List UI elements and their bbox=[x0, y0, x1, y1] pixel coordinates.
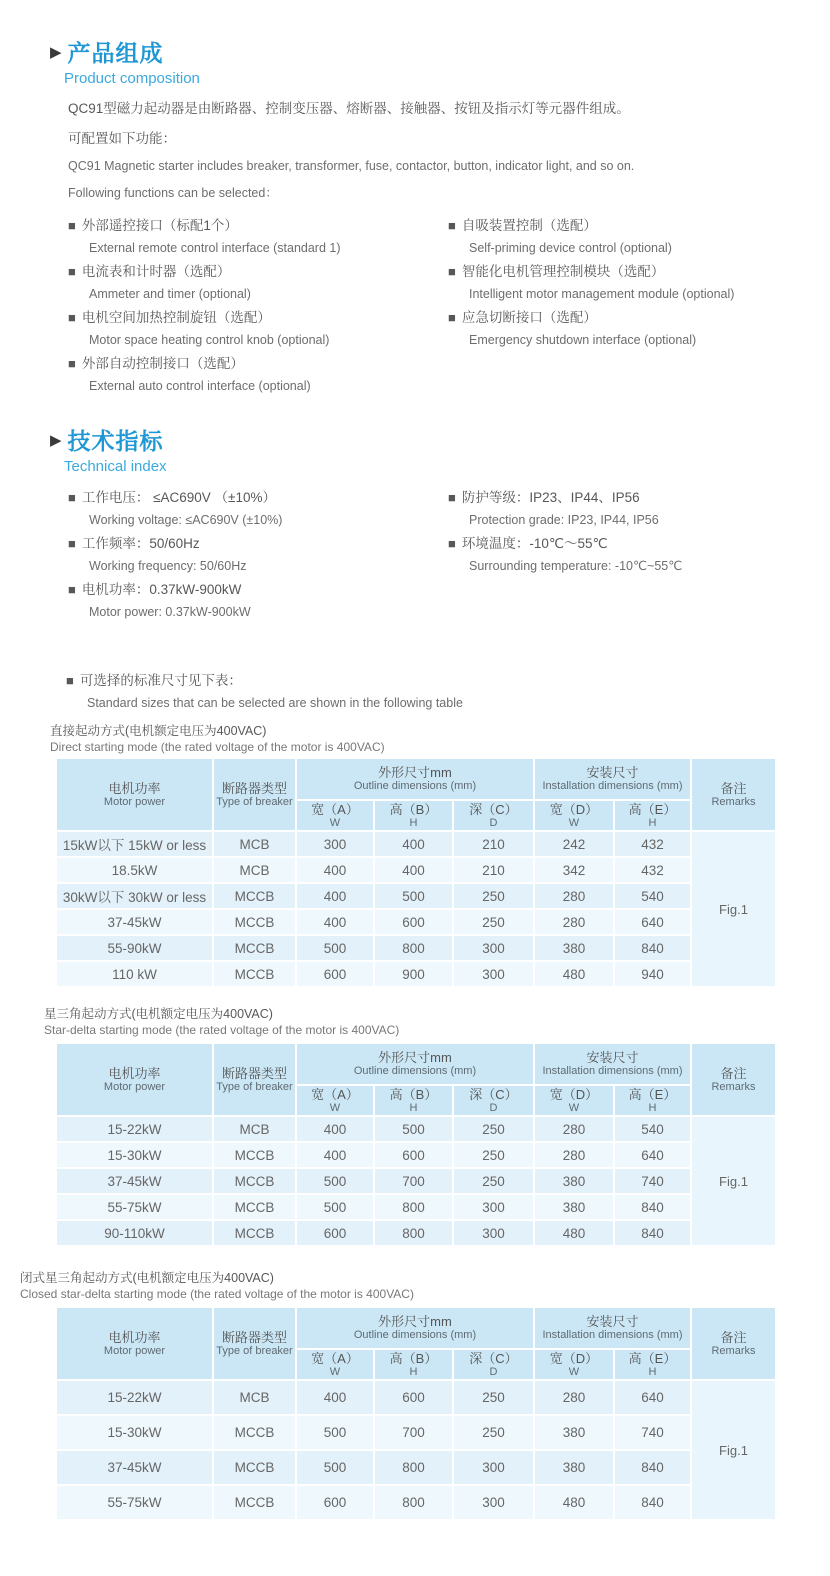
table-cell: 250 bbox=[453, 1415, 534, 1450]
spec-item bbox=[68, 535, 448, 574]
table-cell: 480 bbox=[534, 1220, 614, 1246]
table-cell: 840 bbox=[614, 1485, 691, 1520]
table-cell: MCCB bbox=[213, 1194, 296, 1220]
th-motor-power: 电机功率 Motor power bbox=[56, 1043, 213, 1116]
table-cell: 840 bbox=[614, 1194, 691, 1220]
table-row bbox=[56, 831, 776, 857]
table-row bbox=[56, 935, 776, 961]
table-cell: MCB bbox=[213, 1116, 296, 1142]
table-cell: MCB bbox=[213, 1380, 296, 1415]
spec-label-cn: 防护等级：IP23、IP44、IP56 bbox=[461, 490, 640, 505]
table-cell: 640 bbox=[614, 1380, 691, 1415]
table-cell: 500 bbox=[296, 935, 374, 961]
feature-label-en: Ammeter and timer (optional) bbox=[89, 287, 251, 301]
table-cell: 800 bbox=[374, 1220, 453, 1246]
table-cell: 940 bbox=[614, 961, 691, 987]
note-en: Standard sizes that can be selected are shown in the following table bbox=[87, 696, 463, 710]
table-cell: 110 kW bbox=[56, 961, 213, 987]
table-cell: 640 bbox=[614, 1142, 691, 1168]
spec-label-en: Working voltage: ≤AC690V (±10%) bbox=[89, 513, 283, 527]
table-cell: MCCB bbox=[213, 1220, 296, 1246]
th-height-e: 高（E） H bbox=[614, 1085, 691, 1116]
spec-item bbox=[448, 489, 778, 528]
th-outline-dimensions: 外形尺寸mm Outline dimensions (mm) bbox=[296, 1043, 534, 1085]
table-cell: 600 bbox=[374, 1380, 453, 1415]
table-cell: 300 bbox=[453, 1194, 534, 1220]
table-cell: 500 bbox=[296, 1415, 374, 1450]
spec-label-cn: 电机功率：0.37kW-900kW bbox=[81, 582, 242, 597]
table-cell: 700 bbox=[374, 1168, 453, 1194]
table-cell: 400 bbox=[296, 1380, 374, 1415]
bullet-square-icon: ■ bbox=[68, 490, 76, 505]
table-cell: 800 bbox=[374, 1485, 453, 1520]
bullet-square-icon: ■ bbox=[68, 264, 76, 279]
bullet-square-icon: ■ bbox=[68, 582, 76, 597]
table-cell: MCCB bbox=[213, 883, 296, 909]
th-depth-c: 深（C） D bbox=[453, 1085, 534, 1116]
feature-item bbox=[448, 263, 778, 302]
spec-column-left bbox=[68, 483, 448, 627]
table-cell: 500 bbox=[296, 1194, 374, 1220]
table-cell: 400 bbox=[296, 883, 374, 909]
standard-sizes-note bbox=[66, 666, 666, 718]
table-cell: 300 bbox=[453, 1220, 534, 1246]
table-cell: 432 bbox=[614, 831, 691, 857]
feature-column-left bbox=[68, 211, 448, 401]
table-remarks-cell: Fig.1 bbox=[691, 1116, 776, 1246]
table-cell: MCCB bbox=[213, 1142, 296, 1168]
intro-paragraph-cn2: 可配置如下功能： bbox=[68, 131, 176, 146]
table-cell: 380 bbox=[534, 1450, 614, 1485]
table-cell: 840 bbox=[614, 1450, 691, 1485]
table-cell: 480 bbox=[534, 961, 614, 987]
table-cell: 600 bbox=[296, 961, 374, 987]
table-cell: 400 bbox=[296, 857, 374, 883]
bullet-square-icon: ■ bbox=[448, 536, 456, 551]
th-breaker-type: 断路器类型 Type of breaker bbox=[213, 758, 296, 831]
table-cell: MCCB bbox=[213, 1450, 296, 1485]
feature-item bbox=[68, 355, 448, 394]
table-cell: MCCB bbox=[213, 909, 296, 935]
table-row bbox=[56, 1116, 776, 1142]
table-cell: 15-30kW bbox=[56, 1142, 213, 1168]
table2-caption bbox=[44, 1006, 399, 1038]
bullet-square-icon: ■ bbox=[68, 218, 76, 233]
table-cell: 740 bbox=[614, 1168, 691, 1194]
table-cell: 600 bbox=[374, 1142, 453, 1168]
table-cell: 400 bbox=[296, 1142, 374, 1168]
table-row bbox=[56, 1168, 776, 1194]
feature-label-cn: 外部自动控制接口（选配） bbox=[81, 356, 244, 371]
th-remarks: 备注 Remarks bbox=[691, 1043, 776, 1116]
table-cell: 18.5kW bbox=[56, 857, 213, 883]
table-cell: 600 bbox=[296, 1220, 374, 1246]
table-cell: 600 bbox=[374, 909, 453, 935]
table-row bbox=[56, 1380, 776, 1415]
section-header bbox=[50, 40, 790, 66]
table-cell: MCCB bbox=[213, 1485, 296, 1520]
intro-paragraph-en: QC91 Magnetic starter includes breaker, transformer, fuse, contactor, button, indicator light, and so on. bbox=[68, 159, 635, 173]
table-row bbox=[56, 1415, 776, 1450]
table-cell: 500 bbox=[374, 883, 453, 909]
feature-column-right bbox=[448, 211, 778, 401]
th-remarks: 备注 Remarks bbox=[691, 758, 776, 831]
table-cell: 700 bbox=[374, 1415, 453, 1450]
table-cell: 250 bbox=[453, 1142, 534, 1168]
feature-label-en: Intelligent motor management module (optional) bbox=[469, 287, 735, 301]
table-row bbox=[56, 1142, 776, 1168]
spec-column-right bbox=[448, 483, 778, 627]
star-delta-table bbox=[55, 1042, 777, 1247]
table-cell: 280 bbox=[534, 883, 614, 909]
table-cell: 280 bbox=[534, 1142, 614, 1168]
th-outline-dimensions: 外形尺寸mm Outline dimensions (mm) bbox=[296, 1307, 534, 1349]
table-row bbox=[56, 909, 776, 935]
spec-label-cn: 工作频率：50/60Hz bbox=[81, 536, 200, 551]
th-width-d: 宽（D） W bbox=[534, 1349, 614, 1380]
direct-starting-table bbox=[55, 757, 777, 988]
table-cell: 55-75kW bbox=[56, 1194, 213, 1220]
table3-caption bbox=[20, 1270, 414, 1302]
th-height-b: 高（B） H bbox=[374, 1349, 453, 1380]
table-cell: 55-90kW bbox=[56, 935, 213, 961]
table-cell: 480 bbox=[534, 1485, 614, 1520]
table-cell: 300 bbox=[296, 831, 374, 857]
table-cell: 600 bbox=[296, 1485, 374, 1520]
feature-label-cn: 智能化电机管理控制模块（选配） bbox=[461, 264, 665, 279]
feature-item bbox=[68, 263, 448, 302]
section-arrow-icon: ▶ bbox=[50, 44, 62, 61]
table-cell: 380 bbox=[534, 935, 614, 961]
feature-item bbox=[68, 217, 448, 256]
th-width-a: 宽（A） W bbox=[296, 800, 374, 831]
table-cell: 400 bbox=[296, 909, 374, 935]
spec-item bbox=[448, 535, 778, 574]
table-cell: 300 bbox=[453, 1450, 534, 1485]
table-cell: 380 bbox=[534, 1194, 614, 1220]
table-remarks-cell: Fig.1 bbox=[691, 1380, 776, 1520]
table-remarks-cell: Fig.1 bbox=[691, 831, 776, 987]
table-cell: 250 bbox=[453, 1116, 534, 1142]
table-cell: 280 bbox=[534, 909, 614, 935]
th-height-b: 高（B） H bbox=[374, 1085, 453, 1116]
table-cell: 250 bbox=[453, 909, 534, 935]
table-cell: 342 bbox=[534, 857, 614, 883]
table-cell: 500 bbox=[374, 1116, 453, 1142]
th-width-d: 宽（D） W bbox=[534, 800, 614, 831]
table-cell: 500 bbox=[296, 1168, 374, 1194]
section-arrow-icon: ▶ bbox=[50, 432, 62, 449]
feature-label-en: Self-priming device control (optional) bbox=[469, 241, 672, 255]
table-cell: MCCB bbox=[213, 1168, 296, 1194]
table-caption-en: Closed star-delta starting mode (the rated voltage of the motor is 400VAC) bbox=[20, 1287, 414, 1301]
bullet-square-icon: ■ bbox=[66, 673, 74, 688]
feature-label-cn: 外部遥控接口（标配1个） bbox=[81, 218, 238, 233]
spec-label-cn: 工作电压： ≤AC690V （±10%） bbox=[81, 490, 276, 505]
table-cell: 15-30kW bbox=[56, 1415, 213, 1450]
th-width-a: 宽（A） W bbox=[296, 1085, 374, 1116]
table-caption-cn: 闭式星三角起动方式(电机额定电压为400VAC) bbox=[20, 1271, 274, 1285]
bullet-square-icon: ■ bbox=[68, 310, 76, 325]
table-cell: 380 bbox=[534, 1168, 614, 1194]
table-cell: 37-45kW bbox=[56, 1450, 213, 1485]
section-title-cn: 产品组成 bbox=[67, 40, 164, 66]
table-cell: 540 bbox=[614, 883, 691, 909]
spec-label-en: Working frequency: 50/60Hz bbox=[89, 559, 247, 573]
table-caption-cn: 星三角起动方式(电机额定电压为400VAC) bbox=[44, 1007, 273, 1021]
feature-label-cn: 自吸装置控制（选配） bbox=[461, 218, 597, 233]
table-cell: 432 bbox=[614, 857, 691, 883]
th-depth-c: 深（C） D bbox=[453, 800, 534, 831]
table-cell: 840 bbox=[614, 935, 691, 961]
th-installation-dimensions: 安装尺寸 Installation dimensions (mm) bbox=[534, 1307, 691, 1349]
th-motor-power: 电机功率 Motor power bbox=[56, 1307, 213, 1380]
table-cell: 210 bbox=[453, 831, 534, 857]
feature-label-en: Emergency shutdown interface (optional) bbox=[469, 333, 697, 347]
bullet-square-icon: ■ bbox=[448, 218, 456, 233]
table-cell: 30kW以下 30kW or less bbox=[56, 883, 213, 909]
table-row bbox=[56, 883, 776, 909]
table-cell: 55-75kW bbox=[56, 1485, 213, 1520]
bullet-square-icon: ■ bbox=[68, 356, 76, 371]
spec-label-en: Motor power: 0.37kW-900kW bbox=[89, 605, 251, 619]
table-cell: 300 bbox=[453, 961, 534, 987]
table-row bbox=[56, 857, 776, 883]
table1-caption bbox=[50, 723, 385, 755]
table-row bbox=[56, 961, 776, 987]
note-cn: 可选择的标准尺寸见下表： bbox=[79, 673, 242, 688]
table-cell: 300 bbox=[453, 935, 534, 961]
table-cell: 540 bbox=[614, 1116, 691, 1142]
table-cell: 90-110kW bbox=[56, 1220, 213, 1246]
feature-label-en: Motor space heating control knob (optional) bbox=[89, 333, 330, 347]
table-caption-en: Star-delta starting mode (the rated voltage of the motor is 400VAC) bbox=[44, 1023, 400, 1037]
table-row bbox=[56, 1485, 776, 1520]
table-cell: MCCB bbox=[213, 961, 296, 987]
th-height-b: 高（B） H bbox=[374, 800, 453, 831]
table-cell: 500 bbox=[296, 1450, 374, 1485]
table-cell: 250 bbox=[453, 1168, 534, 1194]
th-outline-dimensions: 外形尺寸mm Outline dimensions (mm) bbox=[296, 758, 534, 800]
table-cell: 37-45kW bbox=[56, 1168, 213, 1194]
intro-paragraph-en2: Following functions can be selected： bbox=[68, 186, 278, 200]
table-cell: 400 bbox=[374, 857, 453, 883]
feature-label-cn: 应急切断接口（选配） bbox=[461, 310, 597, 325]
th-breaker-type: 断路器类型 Type of breaker bbox=[213, 1307, 296, 1380]
table-cell: 15kW以下 15kW or less bbox=[56, 831, 213, 857]
table-cell: 210 bbox=[453, 857, 534, 883]
bullet-square-icon: ■ bbox=[68, 536, 76, 551]
table-cell: 250 bbox=[453, 883, 534, 909]
table-cell: 400 bbox=[296, 1116, 374, 1142]
spec-item bbox=[68, 581, 448, 620]
bullet-square-icon: ■ bbox=[448, 490, 456, 505]
intro-paragraph-cn: QC91型磁力起动器是由断路器、控制变压器、熔断器、接触器、按钮及指示灯等元器件组成。 bbox=[68, 101, 630, 116]
table-caption-cn: 直接起动方式(电机额定电压为400VAC) bbox=[50, 724, 267, 738]
table-cell: 400 bbox=[374, 831, 453, 857]
table-cell: MCB bbox=[213, 857, 296, 883]
feature-item bbox=[68, 309, 448, 348]
table-cell: 800 bbox=[374, 1194, 453, 1220]
table-caption-en: Direct starting mode (the rated voltage of the motor is 400VAC) bbox=[50, 740, 385, 754]
table-cell: 15-22kW bbox=[56, 1116, 213, 1142]
closed-star-delta-table bbox=[55, 1306, 777, 1521]
table-cell: 900 bbox=[374, 961, 453, 987]
table-cell: MCB bbox=[213, 831, 296, 857]
spec-item bbox=[68, 489, 448, 528]
th-installation-dimensions: 安装尺寸 Installation dimensions (mm) bbox=[534, 758, 691, 800]
th-width-d: 宽（D） W bbox=[534, 1085, 614, 1116]
feature-item bbox=[448, 217, 778, 256]
table-cell: 37-45kW bbox=[56, 909, 213, 935]
section-header bbox=[50, 428, 790, 454]
table-row bbox=[56, 1194, 776, 1220]
bullet-square-icon: ■ bbox=[448, 310, 456, 325]
section-title-cn: 技术指标 bbox=[67, 428, 164, 454]
th-height-e: 高（E） H bbox=[614, 1349, 691, 1380]
bullet-square-icon: ■ bbox=[448, 264, 456, 279]
table-cell: 840 bbox=[614, 1220, 691, 1246]
feature-label-en: External remote control interface (standard 1) bbox=[89, 241, 341, 255]
table-cell: 800 bbox=[374, 1450, 453, 1485]
table-cell: 250 bbox=[453, 1380, 534, 1415]
table-cell: 800 bbox=[374, 935, 453, 961]
table-cell: MCCB bbox=[213, 935, 296, 961]
feature-item bbox=[448, 309, 778, 348]
product-composition-section bbox=[50, 40, 790, 401]
feature-label-cn: 电流表和计时器（选配） bbox=[81, 264, 231, 279]
table-cell: 640 bbox=[614, 909, 691, 935]
spec-label-cn: 环境温度：-10℃～55℃ bbox=[461, 536, 608, 551]
table-cell: 740 bbox=[614, 1415, 691, 1450]
spec-label-en: Protection grade: IP23, IP44, IP56 bbox=[469, 513, 659, 527]
table-cell: MCCB bbox=[213, 1415, 296, 1450]
table-cell: 280 bbox=[534, 1380, 614, 1415]
section-title-en: Technical index bbox=[64, 458, 167, 475]
th-installation-dimensions: 安装尺寸 Installation dimensions (mm) bbox=[534, 1043, 691, 1085]
table-cell: 280 bbox=[534, 1116, 614, 1142]
th-motor-power: 电机功率 Motor power bbox=[56, 758, 213, 831]
feature-label-en: External auto control interface (optional) bbox=[89, 379, 311, 393]
table-cell: 380 bbox=[534, 1415, 614, 1450]
th-breaker-type: 断路器类型 Type of breaker bbox=[213, 1043, 296, 1116]
feature-label-cn: 电机空间加热控制旋钮（选配） bbox=[81, 310, 271, 325]
th-width-a: 宽（A） W bbox=[296, 1349, 374, 1380]
technical-index-section bbox=[50, 428, 790, 627]
table-cell: 242 bbox=[534, 831, 614, 857]
section-title-en: Product composition bbox=[64, 70, 200, 87]
table-cell: 15-22kW bbox=[56, 1380, 213, 1415]
table-row bbox=[56, 1450, 776, 1485]
th-height-e: 高（E） H bbox=[614, 800, 691, 831]
spec-label-en: Surrounding temperature: -10℃~55℃ bbox=[469, 559, 683, 573]
th-remarks: 备注 Remarks bbox=[691, 1307, 776, 1380]
table-cell: 300 bbox=[453, 1485, 534, 1520]
table-row bbox=[56, 1220, 776, 1246]
th-depth-c: 深（C） D bbox=[453, 1349, 534, 1380]
